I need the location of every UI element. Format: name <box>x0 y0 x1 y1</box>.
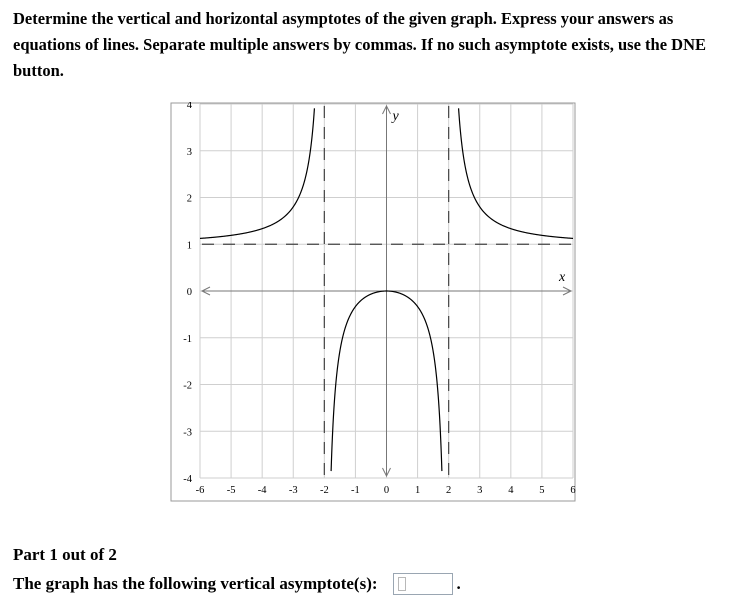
x-tick-label: 6 <box>570 485 576 496</box>
y-tick-label: -4 <box>183 474 192 485</box>
question-text: The graph has the following vertical asymptote(s): <box>13 574 378 593</box>
grid-lines <box>171 103 575 501</box>
y-tick-label: 3 <box>186 146 192 158</box>
x-tick-label: -2 <box>319 485 329 496</box>
y-tick-label: 2 <box>186 193 192 205</box>
x-tick-label: 2 <box>446 485 452 496</box>
vertical-asymptote-input[interactable] <box>393 573 453 595</box>
x-tick-label: -5 <box>226 485 236 496</box>
question-row <box>13 571 461 597</box>
trailing-period: . <box>456 574 461 593</box>
x-tick-label: -6 <box>195 485 205 496</box>
instructions-text: Determine the vertical and horizontal asymptotes of the given graph. Express your answers as equations of lines. Separate multiple answers by commas. If no such asymptote exists, use the DNE button. <box>13 9 707 80</box>
x-tick-label: 5 <box>539 485 545 496</box>
y-tick-label: -3 <box>183 427 192 439</box>
asymptote-graph <box>170 102 576 502</box>
x-axis-name: x <box>559 270 566 285</box>
x-tick-label: -1 <box>351 485 360 496</box>
y-tick-label: -2 <box>183 380 192 392</box>
y-tick-label: 1 <box>186 240 192 252</box>
x-tick-label: -3 <box>288 485 298 496</box>
y-axis-name: y <box>392 109 399 124</box>
x-tick-label: 3 <box>477 485 483 496</box>
graph-frame <box>171 103 575 501</box>
y-tick-label: 4 <box>186 102 192 111</box>
x-tick-label: 4 <box>508 485 514 496</box>
graph-canvas <box>170 102 576 502</box>
x-tick-label: -4 <box>257 485 267 496</box>
x-tick-label: 1 <box>414 485 421 496</box>
input-slot[interactable] <box>398 577 406 591</box>
y-tick-label: -1 <box>183 333 192 345</box>
part-label: Part 1 out of 2 <box>13 545 117 564</box>
y-tick-label: 0 <box>186 287 192 298</box>
x-tick-label: 0 <box>383 485 390 496</box>
